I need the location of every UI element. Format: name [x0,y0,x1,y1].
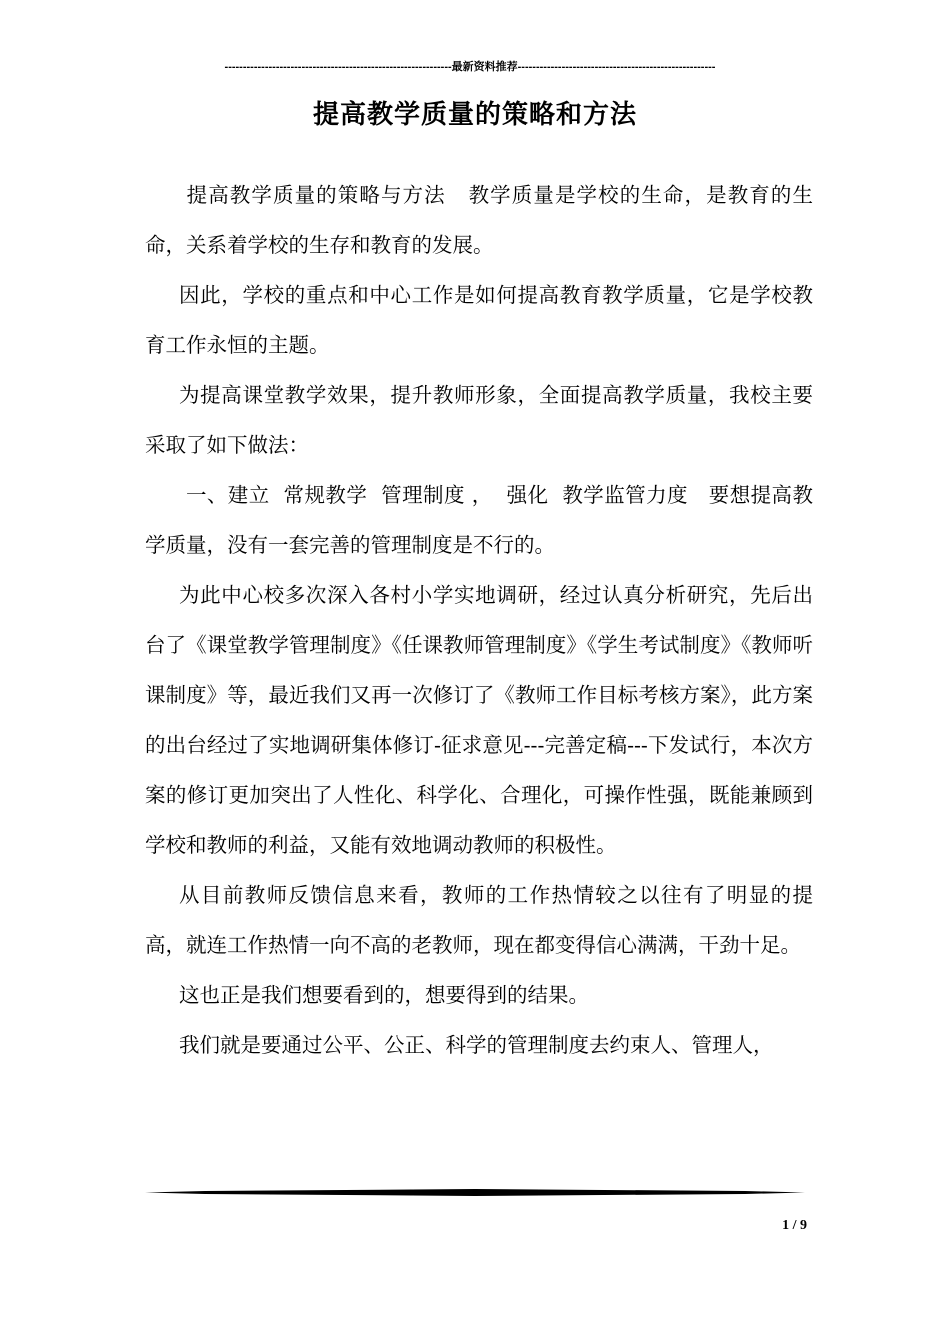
paragraph: 从目前教师反馈信息来看，教师的工作热情较之以往有了明显的提高，就连工作热情一向不高的老教师，现在都变得信心满满，干劲十足。 [145,883,813,957]
paragraph: 提高教学质量的策略与方法 教学质量是学校的生命，是教育的生命，关系着学校的生存和教育的发展。 [145,183,813,257]
document-title: 提高教学质量的策略和方法 [312,100,637,130]
header-banner: --------------------------------------------------------------最新资料推荐------------------------------------------------------ [224,61,716,73]
footer-divider [145,1189,805,1196]
paragraph: 这也正是我们想要看到的，想要得到的结果。 [179,983,589,1007]
paragraph: 我们就是要通过公平、公正、科学的管理制度去约束人、管理人， [179,1033,774,1057]
document-body [145,170,813,1070]
paragraph: 为提高课堂教学效果，提升教师形象，全面提高教学质量，我校主要采取了如下做法： [145,383,813,457]
paragraph: 为此中心校多次深入各村小学实地调研，经过认真分析研究，先后出台了《课堂教学管理制度》《任课教师管理制度》《学生考试制度》《教师听课制度》等，最近我们又再一次修订了《教师工作目标考核方案》，此方案的出台经过了实地调研集体修订-征求意见---完善定稿---下发试行，本次方案的修订更加突出了人性化、科学化、合理化，可操作性强，既能兼顾到学校和教师的利益，又能有效地调动教师的积极性。 [145,583,813,857]
page-number: 1 / 9 [782,1218,807,1233]
paragraph: 因此，学校的重点和中心工作是如何提高教育教学质量，它是学校教育工作永恒的主题。 [145,283,813,357]
paragraph: 一、建立 常规教学 管理制度 ， 强化 教学监管力度 要想提高教学质量，没有一套完善的管理制度是不行的。 [145,483,813,557]
